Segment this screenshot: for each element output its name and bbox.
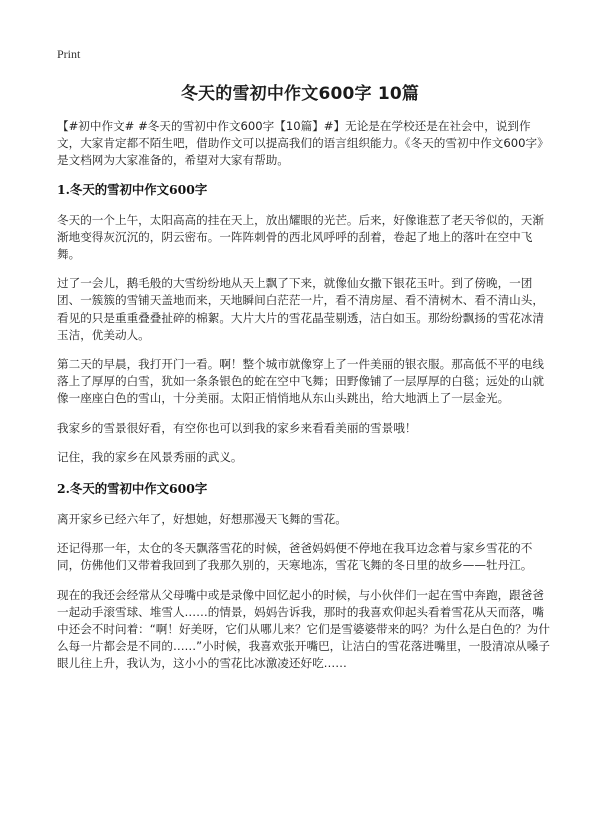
paragraph: 我家乡的雪景很好看，有空你也可以到我的家乡来看看美丽的雪景哦！ — [57, 420, 417, 435]
paragraph: 还记得那一年，太仓的冬天飘落雪花的时候，爸爸妈妈便不停地在我耳边念着与家乡雪花的不同，仿佛他们又带着我回到了我那久别的，天寒地冻，雪花飞舞的冬日里的故乡——牡丹江。 — [57, 541, 533, 573]
paragraph: 过了一会儿，鹅毛般的大雪纷纷地从天上飘了下来，就像仙女撒下银花玉叶。到了傍晚，一团团、一簇簇的雪铺天盖地而来，天地瞬间白茫茫一片，看不清房屋、看不清树木、看不清山头，看见的只是重重叠叠扯碎的棉絮。大片大片的雪花晶莹剔透，洁白如玉。那纷纷飘扬的雪花冰清玉洁，优美动人。 — [57, 276, 544, 342]
paragraph: 离开家乡已经六年了，好想她，好想那漫天飞舞的雪花。 — [57, 512, 347, 527]
section-heading: 1.冬天的雪初中作文600字 — [57, 181, 208, 197]
print-link[interactable]: Print — [57, 47, 81, 61]
section-heading: 2.冬天的雪初中作文600字 — [57, 481, 208, 497]
paragraph: 冬天的一个上午，太阳高高的挂在天上，放出耀眼的光芒。后来，好像谁惹了老天爷似的，天渐渐地变得灰沉沉的，阴云密布。一阵阵刺骨的西北风呼呼的刮着，卷起了地上的落叶在空中飞舞。 — [57, 212, 544, 262]
intro-paragraph: 【#初中作文# #冬天的雪初中作文600字【10篇】#】无论是在学校还是在社会中，说到作文，大家肯定都不陌生吧，借助作文可以提高我们的语言组织能力。《冬天的雪初中作文600字》是文档网为大家准备的，希望对大家有帮助。 — [57, 119, 549, 168]
paragraph: 记住，我的家乡在风景秀丽的武义。 — [57, 449, 243, 464]
page-title: 冬天的雪初中作文600字 10篇 — [180, 84, 420, 104]
article-body — [57, 118, 551, 685]
paragraph: 第二天的早晨，我打开门一看。啊！整个城市就像穿上了一件美丽的银衣服。那高低不平的电线落上了厚厚的白雪，犹如一条条银色的蛇在空中飞舞；田野像铺了一层厚厚的白毯；远处的山就像一座座白色的雪山，十分美丽。太阳正悄悄地从东山头跳出，给大地洒上了一层金光。 — [57, 357, 544, 406]
paragraph: 现在的我还会经常从父母嘴中或是录像中回忆起小的时候，与小伙伴们一起在雪中奔跑，跟爸爸一起动手滚雪球、堆雪人……的情景，妈妈告诉我，那时的我喜欢仰起头看着雪花从天而落，嘴中还会不时问着：“啊！好美呀，它们从哪儿来？它们是雪婆婆带来的吗？为什么是白色的？为什么每一片都会是不同的……”小时候，我喜欢张开嘴巴，让洁白的雪花落进嘴里，一股清凉从嗓子眼儿往上升，我认为，这小小的雪花比冰激凌还好吃…… — [57, 587, 550, 671]
